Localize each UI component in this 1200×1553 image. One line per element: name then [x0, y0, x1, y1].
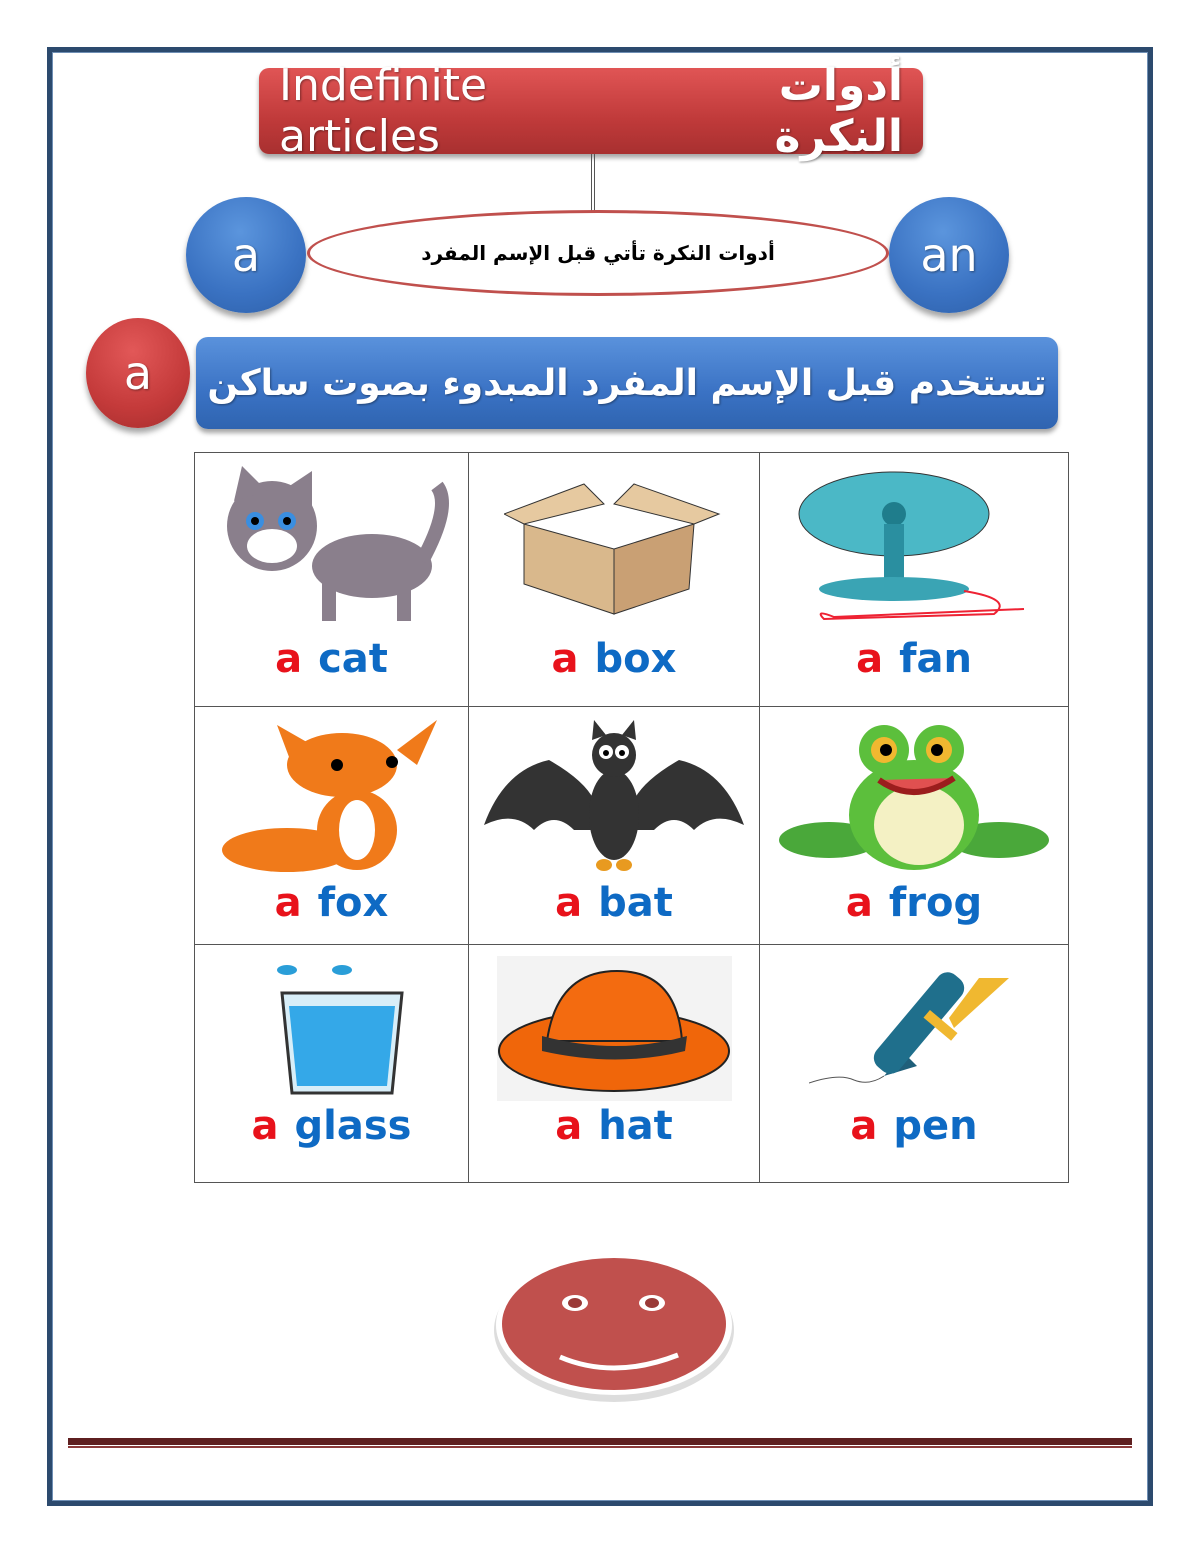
article-a-circle: [186, 197, 306, 313]
title-english: Indefinite articles: [279, 60, 488, 162]
grid-cell: [760, 453, 1069, 707]
bat-icon: [469, 715, 759, 880]
noun-label: fan: [899, 636, 972, 682]
article-label: a: [275, 636, 303, 682]
cat-icon: [195, 461, 468, 636]
grid-cell: [469, 453, 760, 707]
pen-icon: [760, 953, 1068, 1103]
fan-icon: [760, 461, 1068, 636]
fox-icon: [195, 715, 468, 880]
box-icon: [469, 461, 759, 636]
noun-label: fox: [317, 880, 389, 926]
glass-icon: [195, 953, 468, 1103]
grid-cell: [195, 945, 469, 1183]
noun-label: hat: [598, 1103, 673, 1149]
grid-cell: [760, 945, 1069, 1183]
noun-label: box: [594, 636, 677, 682]
article-an-label: an: [920, 228, 978, 282]
article-label: a: [551, 636, 579, 682]
footer-divider: [68, 1438, 1132, 1448]
noun-label: frog: [888, 880, 983, 926]
frog-icon: [760, 715, 1068, 880]
rule-badge-label: a: [123, 346, 153, 400]
hat-icon: [469, 953, 759, 1103]
noun-label: pen: [893, 1103, 978, 1149]
noun-label: bat: [598, 880, 673, 926]
connector-line: [591, 154, 595, 212]
vocabulary-grid: [194, 452, 1069, 1183]
smiley-face-icon: [490, 1250, 738, 1404]
title-banner: [259, 60, 923, 162]
article-label: a: [274, 880, 302, 926]
rule-banner: [196, 337, 1058, 429]
noun-label: glass: [294, 1103, 412, 1149]
definition-oval: [307, 210, 889, 296]
title-arabic: أدوات النكرة: [774, 60, 903, 162]
article-label: a: [555, 1103, 583, 1149]
article-label: a: [856, 636, 884, 682]
grid-cell: [195, 707, 469, 945]
grid-cell: [195, 453, 469, 707]
article-an-circle: [889, 197, 1009, 313]
noun-label: cat: [318, 636, 388, 682]
article-label: a: [251, 1103, 279, 1149]
definition-text: أدوات النكرة تأتي قبل الإسم المفرد: [421, 241, 775, 265]
grid-cell: [469, 707, 760, 945]
article-label: a: [555, 880, 583, 926]
article-a-label: a: [231, 228, 261, 282]
grid-cell: [469, 945, 760, 1183]
rule-text: تستخدم قبل الإسم المفرد المبدوء بصوت ساكن: [207, 362, 1047, 404]
article-label: a: [845, 880, 873, 926]
rule-badge: [86, 318, 190, 428]
article-label: a: [850, 1103, 878, 1149]
grid-cell: [760, 707, 1069, 945]
